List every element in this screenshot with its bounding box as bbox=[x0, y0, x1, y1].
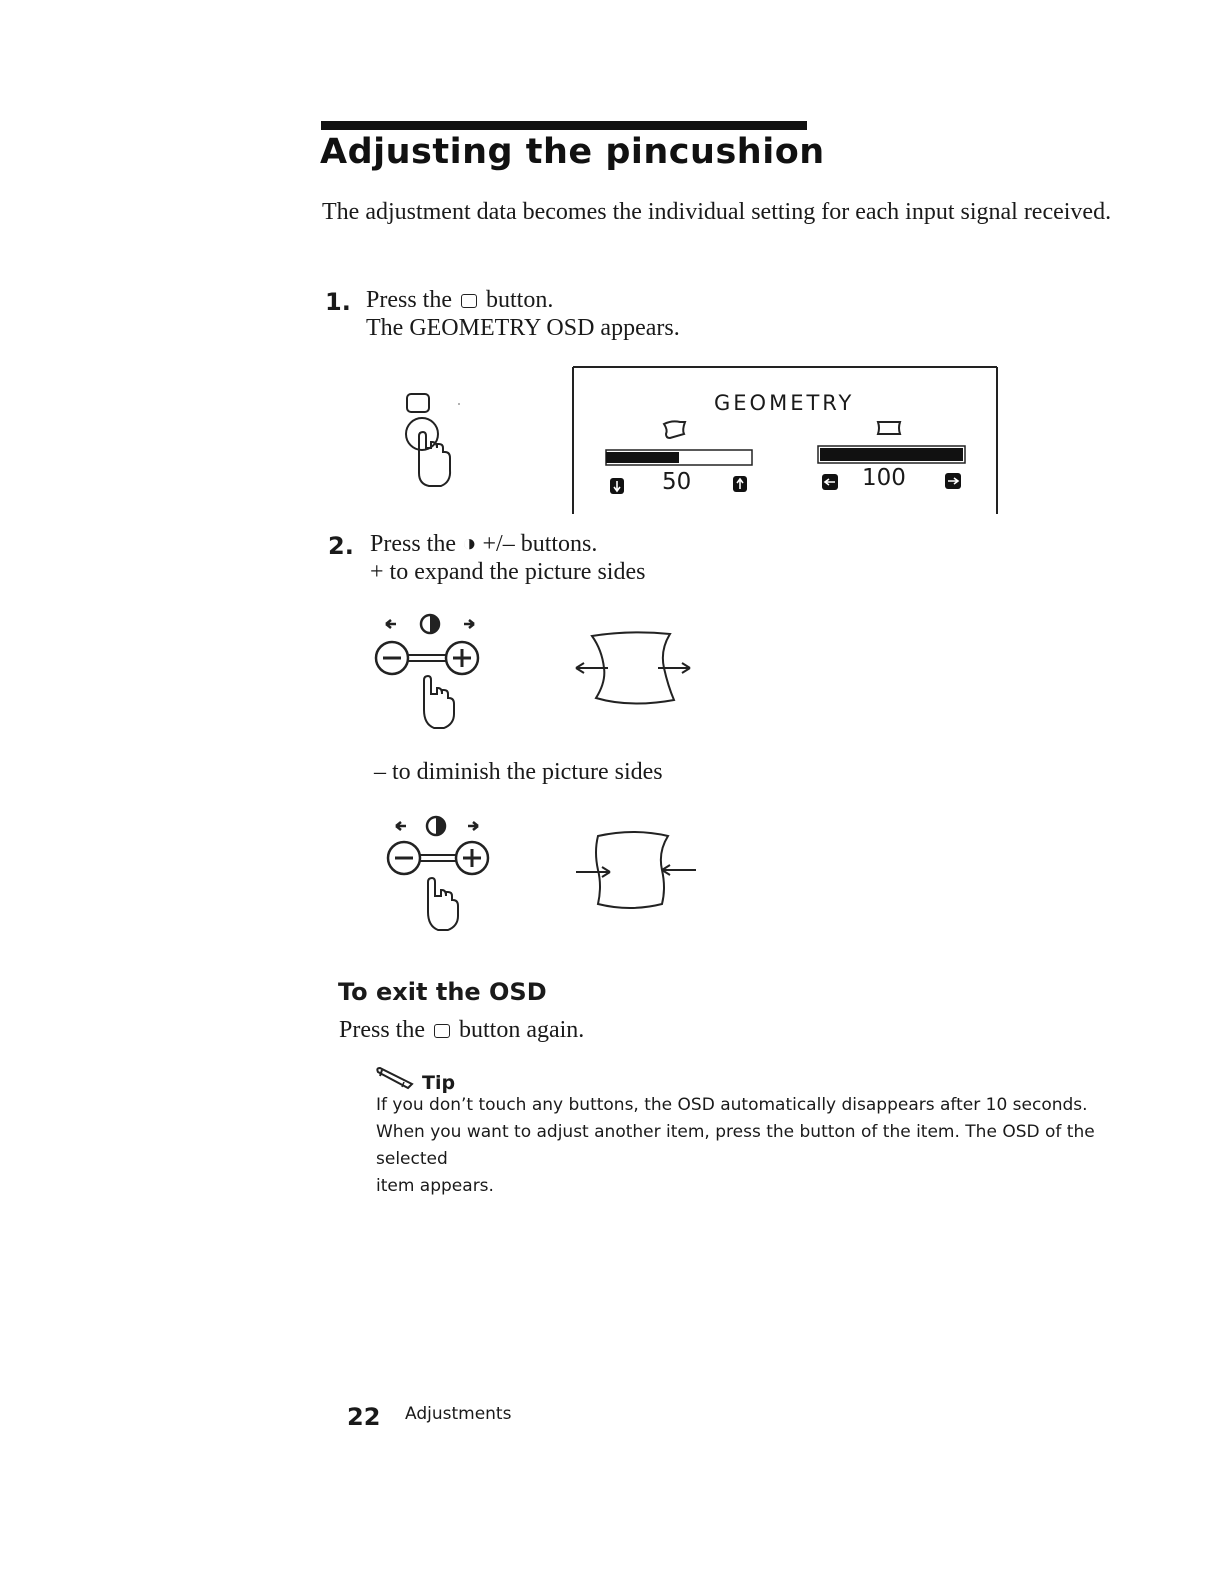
tip-line-1: If you don’t touch any buttons, the OSD automatically disappears after 10 seconds. bbox=[376, 1095, 1088, 1115]
intro-paragraph: The adjustment data becomes the individual setting for each input signal received. bbox=[322, 199, 1112, 225]
minus-button-icon bbox=[388, 842, 420, 874]
pincushion-icon bbox=[878, 422, 900, 434]
expand-caption: + to expand the picture sides bbox=[370, 559, 646, 585]
right-increase-icon bbox=[945, 473, 961, 489]
step-2-text: Press the ◑ +/– buttons. bbox=[370, 531, 598, 557]
step-2-number: 2. bbox=[328, 532, 354, 560]
diminish-caption: – to diminish the picture sides bbox=[374, 759, 663, 785]
exit-osd-heading: To exit the OSD bbox=[338, 978, 547, 1006]
left-arrow-icon bbox=[396, 822, 406, 830]
pointing-hand-icon bbox=[424, 676, 454, 728]
left-level-bar-fill bbox=[606, 452, 679, 463]
page-number: 22 bbox=[347, 1403, 381, 1431]
pincushion-button-illustration-expand bbox=[368, 610, 498, 740]
geometry-osd-panel bbox=[572, 366, 998, 514]
geometry-button-press-illustration bbox=[395, 388, 465, 498]
pincushion-button-illustration-diminish bbox=[378, 812, 508, 942]
osd-title: GEOMETRY bbox=[714, 391, 855, 415]
tip-line-3: item appears. bbox=[376, 1176, 494, 1196]
osd-left-value: 50 bbox=[662, 469, 692, 495]
diminish-screen-icon bbox=[570, 830, 700, 910]
step-1-result: The GEOMETRY OSD appears. bbox=[366, 315, 680, 341]
right-arrow-icon bbox=[468, 822, 478, 830]
plus-button-icon bbox=[456, 842, 488, 874]
left-increase-icon bbox=[733, 476, 747, 492]
right-level-bar-fill bbox=[820, 448, 963, 461]
right-decrease-icon bbox=[822, 474, 838, 490]
exit-after: button again. bbox=[459, 1017, 585, 1043]
step-1-after: button. bbox=[486, 287, 554, 313]
pointing-hand-icon bbox=[428, 878, 458, 930]
section-name: Adjustments bbox=[405, 1404, 512, 1424]
pencil-tip-icon bbox=[374, 1066, 418, 1090]
step-1-before: Press the bbox=[366, 287, 452, 313]
pincushion-icon bbox=[427, 817, 445, 835]
exit-osd-text bbox=[339, 1016, 584, 1044]
tip-text bbox=[376, 1092, 1156, 1200]
geometry-button-icon bbox=[407, 394, 429, 412]
title-rule bbox=[321, 121, 807, 130]
step-1-text bbox=[366, 286, 553, 314]
step-1-number: 1. bbox=[325, 288, 351, 316]
left-arrow-icon bbox=[386, 620, 396, 628]
exit-before: Press the bbox=[339, 1017, 425, 1043]
tip-label: Tip bbox=[422, 1072, 456, 1094]
step-1 bbox=[325, 288, 351, 316]
page-title: Adjusting the pincushion bbox=[320, 132, 825, 172]
geometry-button-icon bbox=[461, 294, 477, 308]
step-2 bbox=[328, 532, 354, 560]
left-decrease-icon bbox=[610, 478, 624, 494]
tip-line-2: When you want to adjust another item, press the button of the item. The OSD of the selected bbox=[376, 1122, 1095, 1169]
geometry-button-icon bbox=[434, 1024, 450, 1038]
plus-button-icon bbox=[446, 642, 478, 674]
right-arrow-icon bbox=[464, 620, 474, 628]
pincushion-icon bbox=[664, 421, 685, 438]
pincushion-icon bbox=[421, 615, 439, 633]
minus-button-icon bbox=[376, 642, 408, 674]
expand-screen-icon bbox=[570, 630, 700, 710]
osd-right-value: 100 bbox=[862, 465, 906, 491]
pointing-hand-icon bbox=[406, 418, 450, 486]
